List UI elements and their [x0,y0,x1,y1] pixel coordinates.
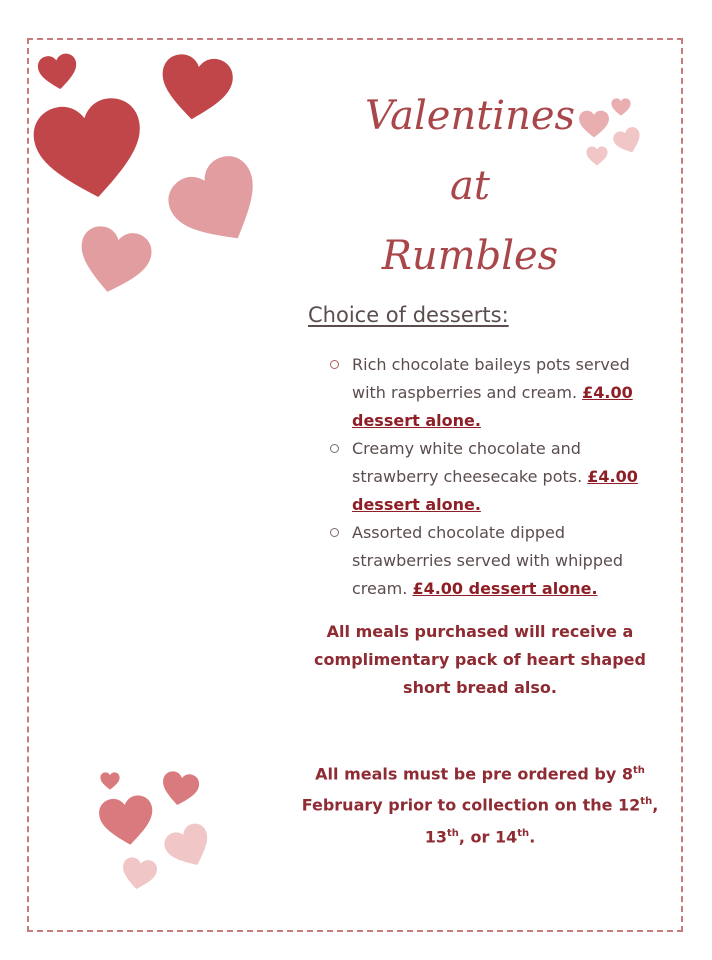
bullet-icon [330,444,339,453]
title-line-2: at [450,163,490,209]
heart-icon [152,50,240,126]
order-note-text: All meals must be pre ordered by 8 [315,764,633,784]
list-item [330,435,660,519]
ordinal-suffix: th [447,827,459,839]
list-item [330,519,660,603]
bullet-icon [330,528,339,537]
heart-icon [100,772,120,790]
dessert-price: £4.00 dessert alone. [352,467,638,514]
order-note-text: February prior to collection on the 12 [301,795,641,815]
heart-icon [36,51,81,92]
title-line-1: Valentines [364,93,576,139]
dessert-price: £4.00 dessert alone. [352,383,633,430]
heart-icon [118,855,161,893]
title-line-3: Rumbles [381,233,559,279]
order-note-text: , 13 [424,795,659,846]
heart-icon [157,769,202,809]
dessert-price: £4.00 dessert alone. [412,579,598,598]
dessert-description: Creamy white chocolate and strawberry cheesecake pots. [352,439,588,486]
heart-icon [610,98,632,116]
ordinal-suffix: th [517,827,530,839]
ordinal-suffix: th [640,796,653,808]
order-note-text: . [529,826,536,846]
heart-icon [95,792,159,850]
list-item [330,351,660,435]
heart-icon [24,91,156,210]
bullet-icon [330,360,339,369]
order-note-text: , or 14 [458,826,518,846]
section-heading: Choice of desserts: [308,303,509,327]
complimentary-note: All meals purchased will receive a complimentary pack of heart shaped short bread also. [314,622,646,697]
dessert-description: Rich chocolate baileys pots served with raspberries and cream. [352,355,630,402]
dessert-description: Assorted chocolate dipped strawberries served with whipped cream. [352,523,623,598]
order-deadline-note [300,757,660,851]
ordinal-suffix: th [632,765,645,776]
dessert-list [330,351,660,603]
heart-icon [586,146,608,166]
